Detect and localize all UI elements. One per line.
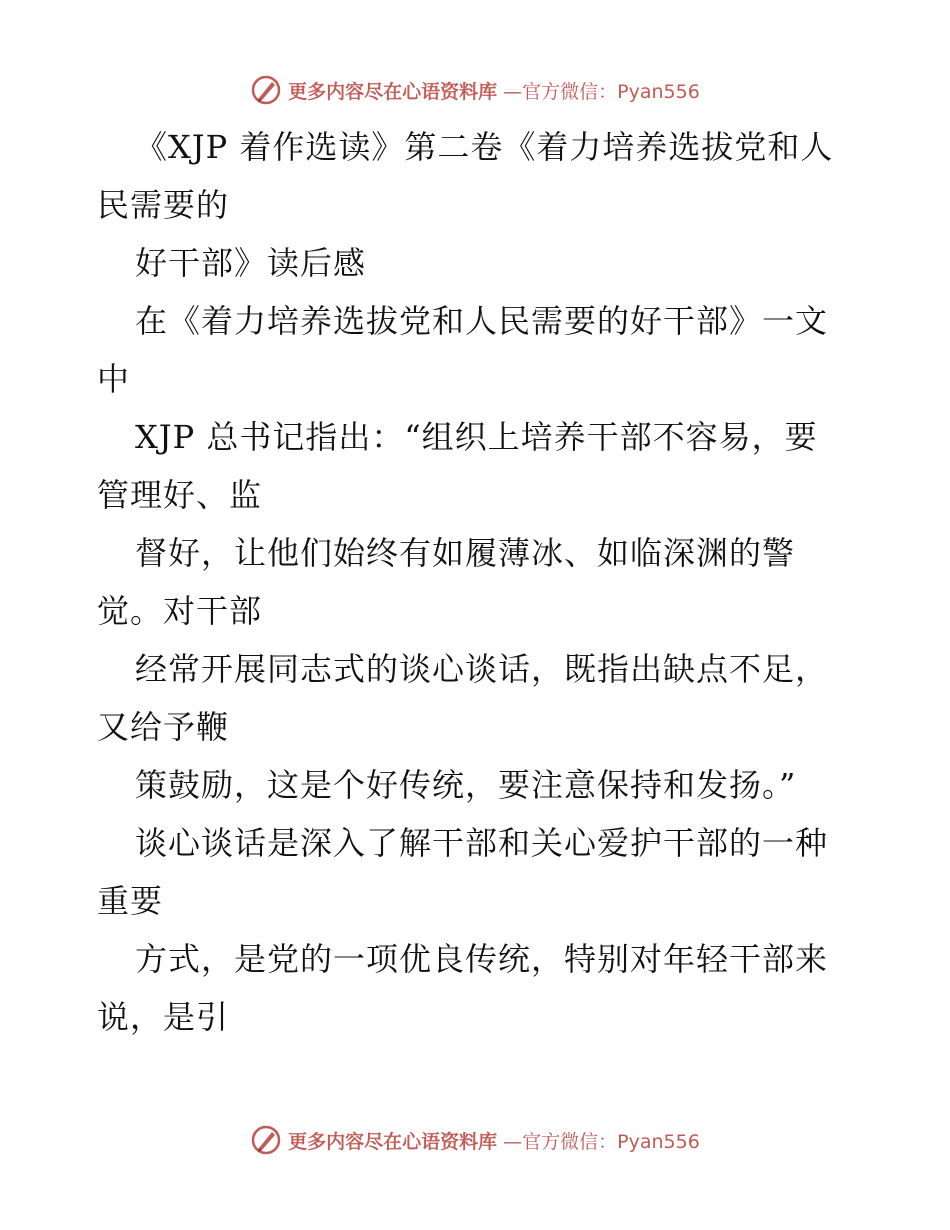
pen-icon bbox=[250, 74, 282, 106]
text-line: 说，是引 bbox=[97, 998, 230, 1036]
header-watermark bbox=[0, 70, 950, 110]
text-line: 督好，让他们始终有如履薄冰、如临深渊的警 bbox=[135, 534, 796, 572]
text-line: 又给予鞭 bbox=[97, 708, 230, 746]
pen-icon bbox=[250, 1124, 282, 1156]
watermark-main-text: 更多内容尽在心语资料库 bbox=[288, 1130, 498, 1153]
text-line: XJP 总书记指出：“组织上培养干部不容易，要 bbox=[135, 418, 818, 456]
text-line: 《XJP 着作选读》第二卷《着力培养选拔党和人 bbox=[135, 128, 834, 166]
watermark-main-text: 更多内容尽在心语资料库 bbox=[288, 80, 498, 103]
text-line: 民需要的 bbox=[97, 186, 230, 224]
text-line: 管理好、监 bbox=[97, 476, 263, 514]
watermark-side-text: —官方微信：Pyan556 bbox=[503, 80, 700, 103]
text-line: 好干部》读后感 bbox=[135, 244, 367, 282]
text-line: 谈心谈话是深入了解干部和关心爱护干部的一种 bbox=[135, 824, 829, 862]
document-body bbox=[97, 118, 857, 1046]
text-line: 中 bbox=[97, 360, 131, 398]
text-line: 经常开展同志式的谈心谈话，既指出缺点不足， bbox=[135, 650, 829, 688]
watermark-side-text: —官方微信：Pyan556 bbox=[503, 1130, 700, 1153]
text-line: 在《着力培养选拔党和人民需要的好干部》一文 bbox=[135, 302, 829, 340]
text-line: 重要 bbox=[97, 882, 164, 920]
footer-watermark bbox=[0, 1120, 950, 1160]
text-line: 觉。对干部 bbox=[97, 592, 263, 630]
text-line: 策鼓励，这是个好传统，要注意保持和发扬。” bbox=[135, 766, 797, 804]
text-line: 方式，是党的一项优良传统，特别对年轻干部来 bbox=[135, 940, 829, 978]
